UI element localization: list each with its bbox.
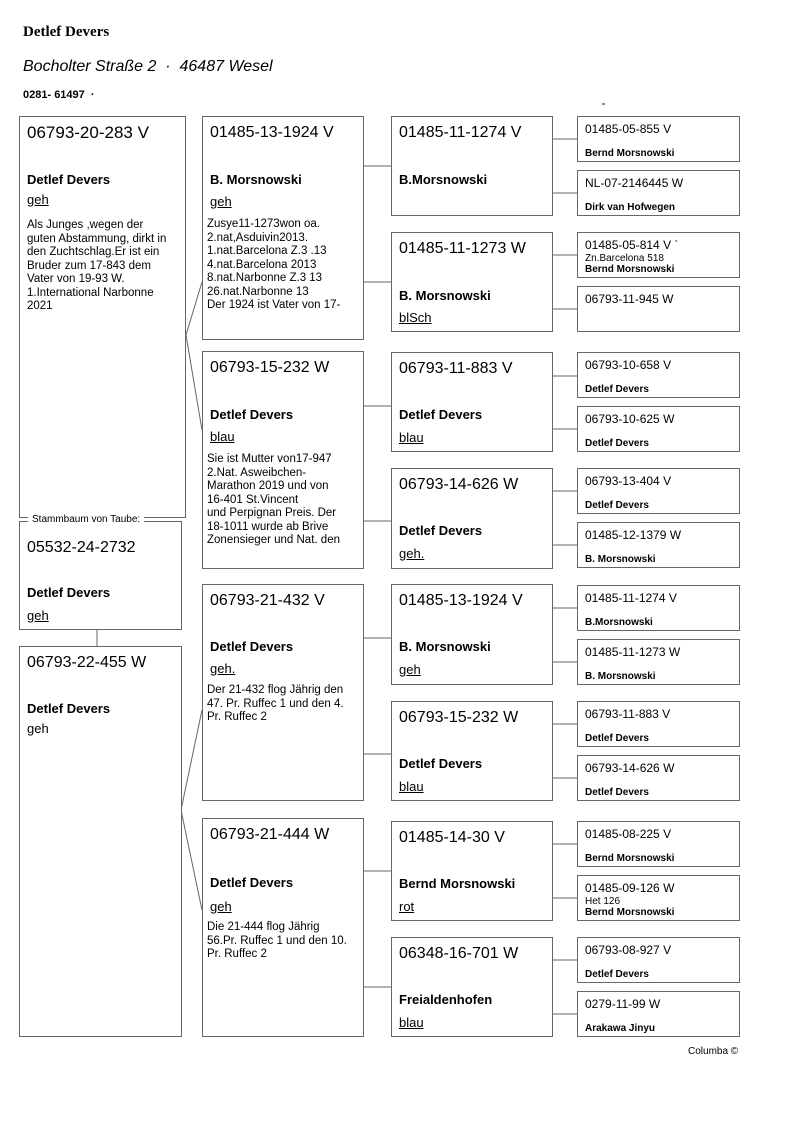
gen2-name: Detlef Devers xyxy=(210,875,294,890)
gen3-color: blau xyxy=(399,430,424,445)
gen4-ring: 06793-14-626 W xyxy=(585,761,675,775)
gen2-card xyxy=(202,116,364,340)
gen3-color: rot xyxy=(399,899,415,914)
gen4-name: Arakawa Jinyu xyxy=(585,1023,656,1034)
gen3-card xyxy=(391,352,553,452)
gen3-ring: 01485-14-30 V xyxy=(399,829,505,846)
gen3-color: blSch xyxy=(399,310,432,325)
gen4-card xyxy=(577,170,740,216)
gen3-card xyxy=(391,701,553,801)
gen2-color: geh xyxy=(210,194,232,209)
gen4-card xyxy=(577,352,740,398)
gen4-name: Dirk van Hofwegen xyxy=(585,202,676,213)
gen4-name: Bernd Morsnowski xyxy=(585,853,675,864)
gen2-ring: 06793-21-444 W xyxy=(210,826,330,843)
gen2-color: blau xyxy=(210,429,235,444)
gen2-note: Zusye11-1273won oa. 2.nat,Asduivin2013. 1.nat.Barcelona Z.3 .13 4.nat.Barcelona 2013 8.nat.Narbonne Z.3 13 26.nat.Narbonne 13 Der 1924 ist Vater von 17- xyxy=(207,218,341,311)
gen3-card xyxy=(391,232,553,332)
gen3-name: B. Morsnowski xyxy=(399,639,491,654)
gen3-name: Bernd Morsnowski xyxy=(399,876,516,891)
gen4-name: Detlef Devers xyxy=(585,438,649,449)
gen2-card xyxy=(202,351,364,569)
gen4-name: B.Morsnowski xyxy=(585,617,653,628)
gen4-extra: Het 126 xyxy=(585,896,621,907)
owner-address: Bocholter Straße 2 · 46487 Wesel xyxy=(23,58,273,75)
gen3-color: geh xyxy=(399,662,421,677)
gen4-ring: 06793-10-658 V xyxy=(585,358,672,372)
gen3-card xyxy=(391,821,553,921)
sire-ring: 06793-20-283 V xyxy=(27,123,149,142)
gen4-ring: 0279-11-99 W xyxy=(585,997,661,1011)
gen3-ring: 01485-11-1273 W xyxy=(399,240,526,257)
gen3-ring: 06793-14-626 W xyxy=(399,476,519,493)
footer-credit: Columba © xyxy=(688,1046,739,1057)
dam-color: geh xyxy=(27,721,49,736)
gen4-ring: NL-07-2146445 W xyxy=(585,176,684,190)
gen4-card xyxy=(577,232,740,278)
gen2-name: B. Morsnowski xyxy=(210,172,302,187)
gen3-ring: 01485-11-1274 V xyxy=(399,124,522,141)
gen3-name: B.Morsnowski xyxy=(399,172,488,187)
gen4-name: B. Morsnowski xyxy=(585,554,656,565)
gen4-name: Detlef Devers xyxy=(585,384,649,395)
gen3-ring: 06793-11-883 V xyxy=(399,360,513,377)
gen4-name: Detlef Devers xyxy=(585,500,649,511)
gen4-ring: 01485-12-1379 W xyxy=(585,528,682,542)
gen4-ring: 06793-11-883 V xyxy=(585,707,671,721)
gen4-ring: 01485-05-855 V xyxy=(585,122,672,136)
gen4-card xyxy=(577,991,740,1037)
sire-name: Detlef Devers xyxy=(27,172,111,187)
subject-color: geh xyxy=(27,608,49,623)
gen2-color: geh xyxy=(210,899,232,914)
gen4-name: Detlef Devers xyxy=(585,733,649,744)
gen3-ring: 06348-16-701 W xyxy=(399,945,519,962)
pedigree-caption: Stammbaum von Taube: xyxy=(28,514,144,525)
gen4-card xyxy=(577,522,740,568)
gen4-card xyxy=(577,286,740,332)
gen3-name: B. Morsnowski xyxy=(399,288,491,303)
owner-phone: 0281- 61497 · xyxy=(23,89,95,101)
gen3-color: blau xyxy=(399,1015,424,1030)
gen4-ring: 01485-11-1273 W xyxy=(585,645,681,659)
dam-card xyxy=(19,646,182,1037)
gen4-ring: 06793-10-625 W xyxy=(585,412,675,426)
gen3-color: blau xyxy=(399,779,424,794)
gen3-name: Freialdenhofen xyxy=(399,992,493,1007)
gen2-name: Detlef Devers xyxy=(210,639,294,654)
gen4-ring: 01485-11-1274 V xyxy=(585,591,677,605)
gen4-card xyxy=(577,406,740,452)
gen2-ring: 06793-21-432 V xyxy=(210,592,325,609)
gen4-card xyxy=(577,821,740,867)
gen3-name: Detlef Devers xyxy=(399,756,483,771)
gen3-name: Detlef Devers xyxy=(399,523,483,538)
gen3-name: Detlef Devers xyxy=(399,407,483,422)
gen2-name: Detlef Devers xyxy=(210,407,294,422)
gen4-ring: 06793-13-404 V xyxy=(585,474,672,488)
sire-note: Als Junges ,wegen der guten Abstammung, dirkt in den Zuchtschlag.Er ist ein Bruder zum 17-843 dem Vater von 19-93 W. 1.International Narbonne 2021 xyxy=(27,219,167,312)
gen4-ring: 01485-08-225 V xyxy=(585,827,672,841)
gen4-card xyxy=(577,875,740,921)
gen4-name: B. Morsnowski xyxy=(585,671,656,682)
owner-name: Detlef Devers xyxy=(23,24,110,40)
subject-name: Detlef Devers xyxy=(27,585,111,600)
gen4-name: Bernd Morsnowski xyxy=(585,148,675,159)
gen2-note: Der 21-432 flog Jährig den 47. Pr. Ruffec 1 und den 4. Pr. Ruffec 2 xyxy=(207,684,344,723)
gen4-card xyxy=(577,585,740,631)
gen4-ring: 01485-09-126 W xyxy=(585,881,675,895)
subject-card xyxy=(19,514,182,630)
gen4-name: Bernd Morsnowski xyxy=(585,907,675,918)
gen4-extra: Zn.Barcelona 518 xyxy=(585,253,664,264)
subject-ring: 05532-24-2732 xyxy=(27,539,136,556)
gen4-ring: 06793-11-945 W xyxy=(585,292,674,306)
gen2-ring: 01485-13-1924 V xyxy=(210,124,334,141)
gen3-color: geh. xyxy=(399,546,425,561)
gen4-card xyxy=(577,116,740,162)
gen4-card xyxy=(577,755,740,801)
gen2-card xyxy=(202,584,364,801)
gen3-ring: 01485-13-1924 V xyxy=(399,592,523,609)
gen2-color: geh. xyxy=(210,661,236,676)
gen3-card xyxy=(391,584,553,685)
gen4-card xyxy=(577,701,740,747)
gen4-name: Detlef Devers xyxy=(585,787,649,798)
gen4-ring: 06793-08-927 V xyxy=(585,943,672,957)
gen4-card xyxy=(577,468,740,514)
gen2-note: Die 21-444 flog Jährig 56.Pr. Ruffec 1 und den 10. Pr. Ruffec 2 xyxy=(207,921,347,960)
gen3-ring: 06793-15-232 W xyxy=(399,709,519,726)
gen2-ring: 06793-15-232 W xyxy=(210,359,330,376)
dam-name: Detlef Devers xyxy=(27,701,111,716)
dam-ring: 06793-22-455 W xyxy=(27,654,147,671)
gen4-name: Bernd Morsnowski xyxy=(585,264,675,275)
gen3-card xyxy=(391,937,553,1037)
sire-color: geh xyxy=(27,192,49,207)
gen2-card xyxy=(202,818,364,1037)
gen3-card xyxy=(391,116,553,216)
sire-card xyxy=(19,116,186,518)
gen3-card xyxy=(391,468,553,569)
gen4-ring: 01485-05-814 V ` xyxy=(585,238,679,252)
gen2-note: Sie ist Mutter von17-947 2.Nat. Asweibchen- Marathon 2019 und von 16-401 St.Vincent und Perpignan Preis. Der 18-1011 wurde ab Brive Zonensieger und Nat. den xyxy=(207,453,340,546)
gen4-card xyxy=(577,937,740,983)
gen4-name: Detlef Devers xyxy=(585,969,649,980)
gen4-card xyxy=(577,639,740,685)
